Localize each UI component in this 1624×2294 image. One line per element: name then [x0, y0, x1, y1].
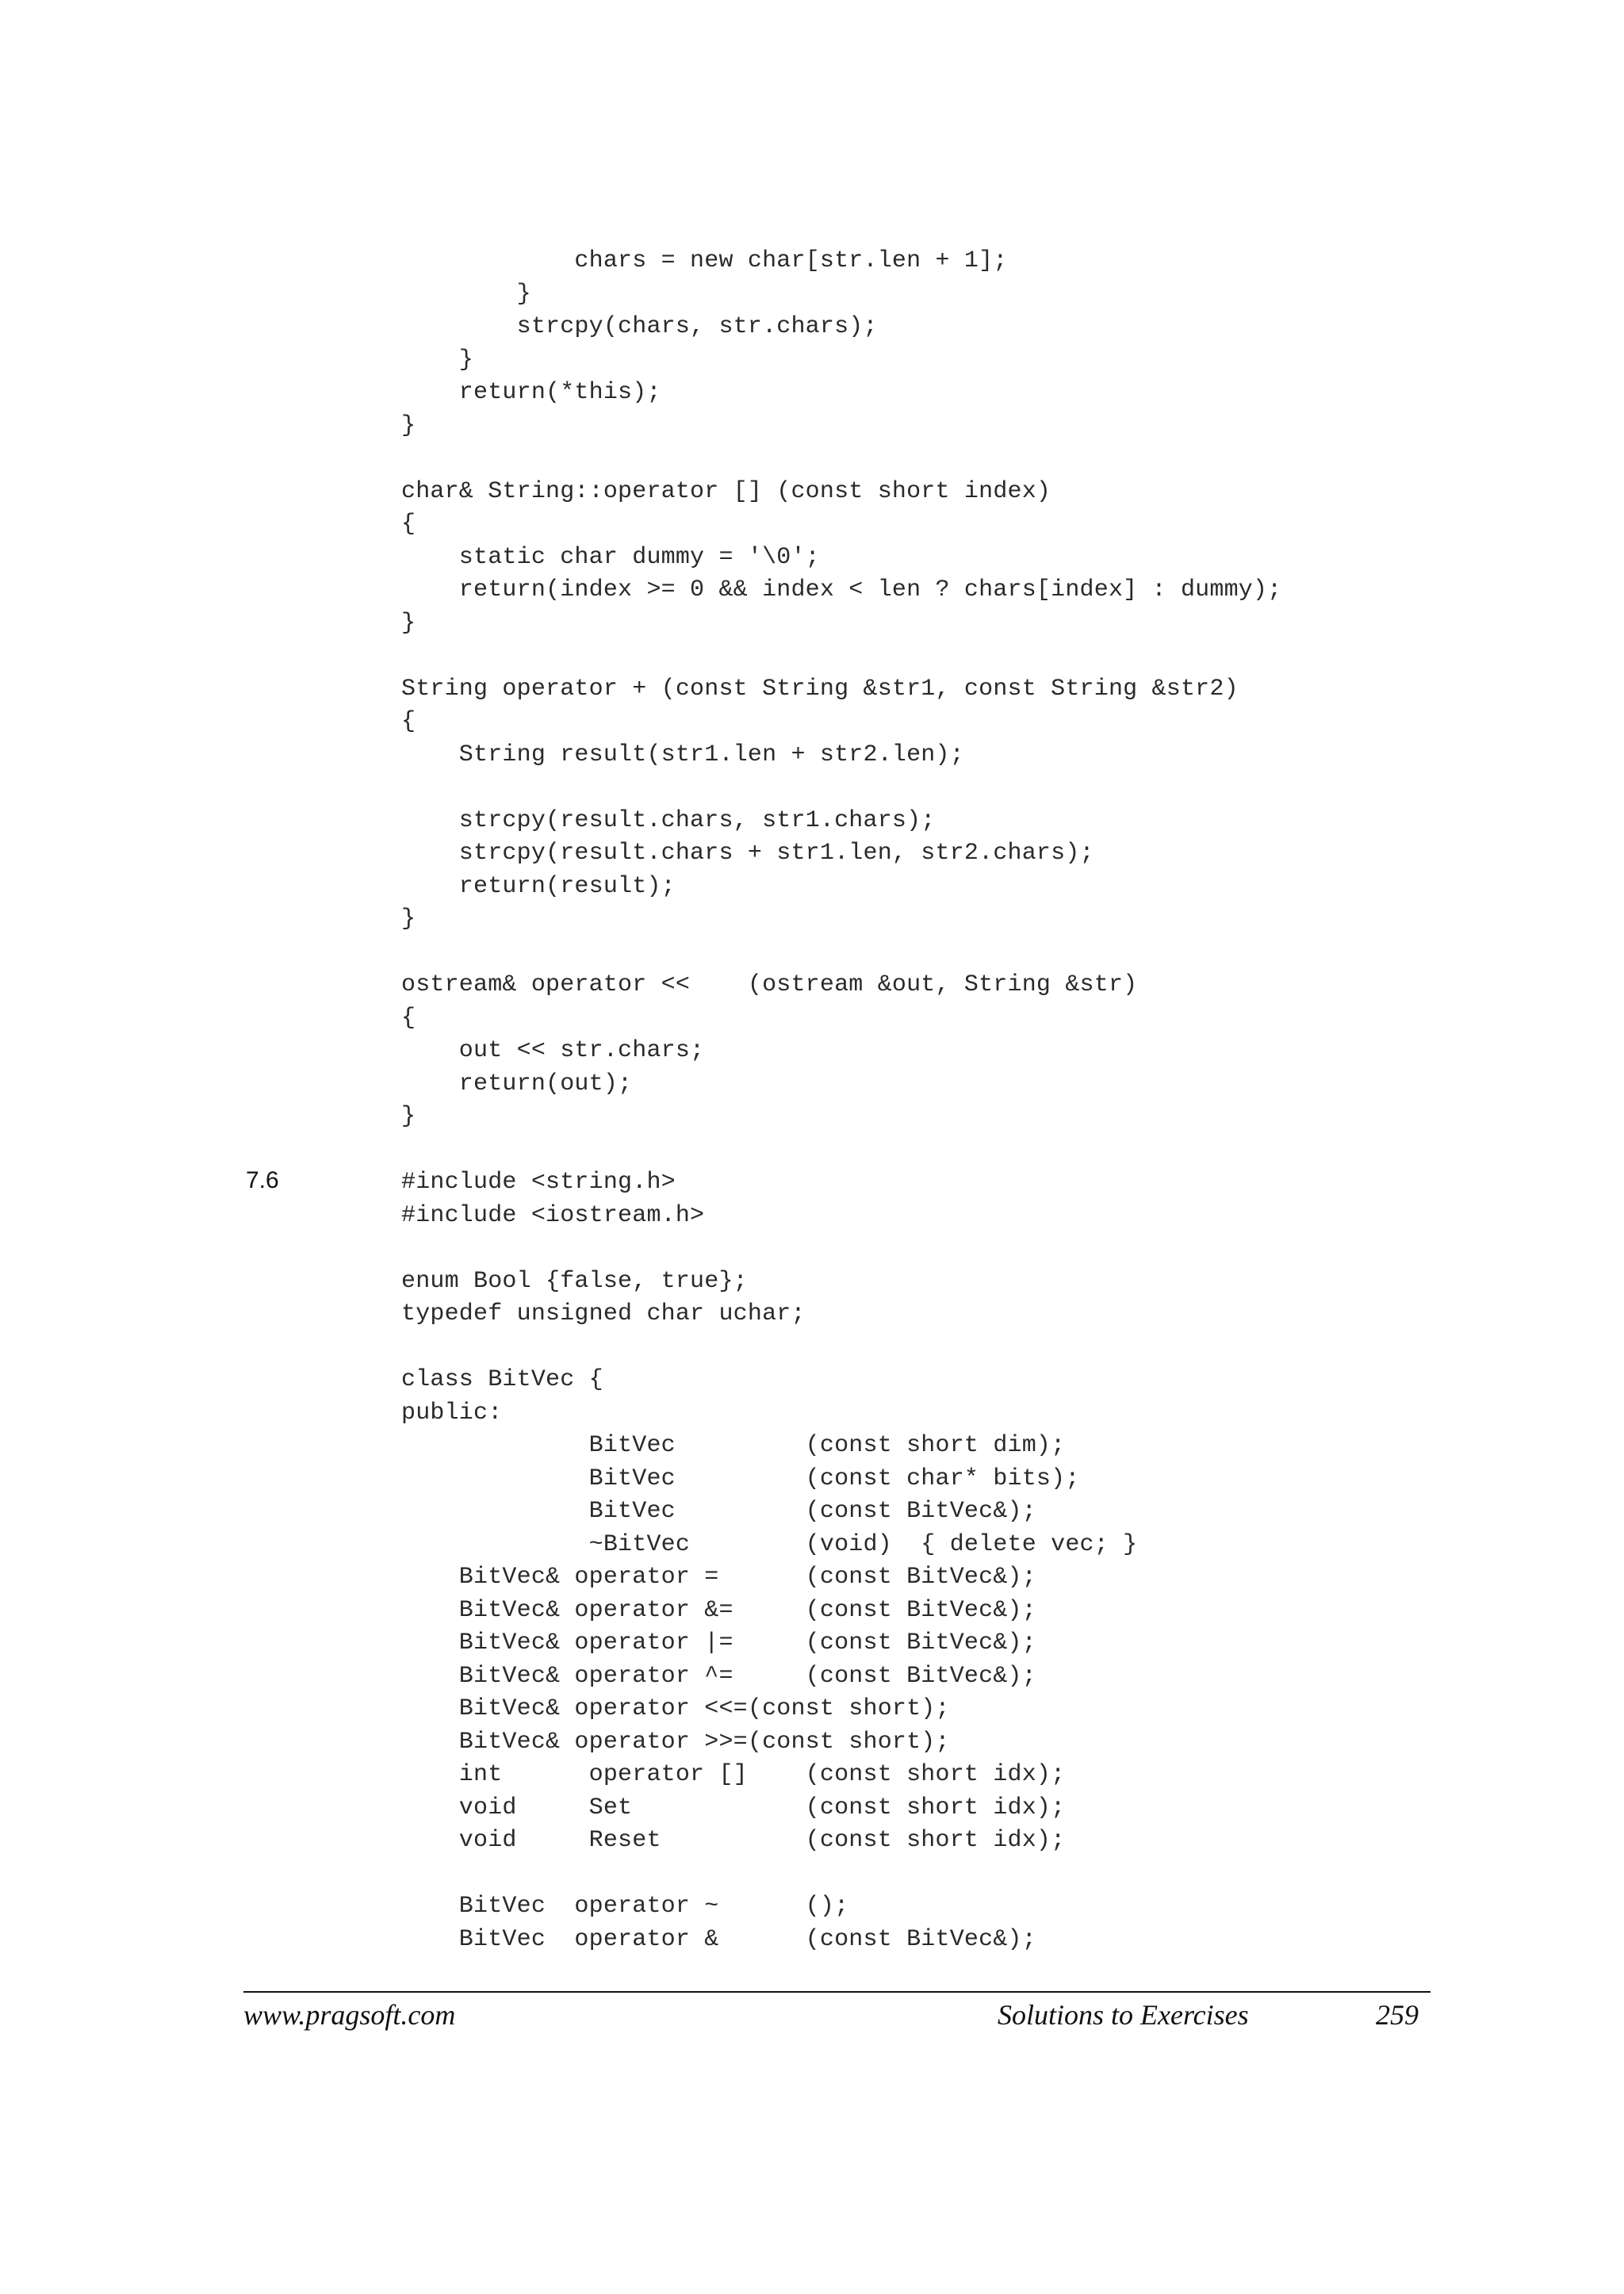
code-line: return(out);	[401, 1070, 633, 1097]
code-line: return(index >= 0 && index < len ? chars[index] : dummy);	[401, 576, 1282, 603]
code-line: char& String::operator [] (const short index)	[401, 477, 1051, 505]
code-line	[401, 1858, 1281, 1891]
code-line: {	[401, 511, 416, 538]
code-line: void Set (const short idx);	[401, 1794, 1066, 1821]
code-line: strcpy(result.chars, str1.chars);	[401, 806, 936, 834]
code-line: String result(str1.len + str2.len);	[401, 741, 964, 768]
code-line: #include <iostream.h>	[401, 1201, 705, 1229]
footer-website: www.pragsoft.com	[243, 1999, 456, 2031]
code-line: }	[401, 906, 416, 933]
code-line: BitVec (const char* bits);	[401, 1465, 1080, 1492]
code-line: {	[401, 1004, 416, 1032]
code-line: String operator + (const String &str1, const String &str2)	[401, 675, 1239, 703]
code-line	[401, 772, 1281, 805]
page-number: 259	[1376, 1999, 1419, 2031]
code-line: void Reset (const short idx);	[401, 1827, 1066, 1854]
code-line: BitVec operator ~ ();	[401, 1893, 849, 1920]
code-line: strcpy(chars, str.chars);	[401, 313, 878, 340]
code-line: out << str.chars;	[401, 1037, 705, 1064]
code-line: int operator [] (const short idx);	[401, 1761, 1066, 1788]
code-line: }	[401, 1103, 416, 1130]
code-line: return(*this);	[401, 379, 661, 406]
exercise-number: 7.6	[246, 1167, 279, 1193]
code-line: typedef unsigned char uchar;	[401, 1300, 806, 1327]
code-line: strcpy(result.chars + str1.len, str2.chars);	[401, 840, 1094, 867]
code-line: class BitVec {	[401, 1366, 603, 1393]
code-line: BitVec& operator |= (const BitVec&);	[401, 1630, 1036, 1656]
code-line: enum Bool {false, true};	[401, 1267, 748, 1295]
code-line	[401, 1134, 1281, 1167]
code-line: }	[401, 280, 531, 308]
code-line: BitVec& operator ^= (const BitVec&);	[401, 1662, 1036, 1690]
code-line: }	[401, 412, 416, 439]
code-listing	[401, 245, 1281, 1956]
code-line: BitVec& operator >>=(const short);	[401, 1728, 950, 1756]
code-line: BitVec& operator = (const BitVec&);	[401, 1564, 1036, 1591]
code-line: #include <string.h>	[401, 1169, 676, 1196]
code-line: return(result);	[401, 872, 676, 900]
code-line: BitVec& operator &= (const BitVec&);	[401, 1596, 1036, 1624]
code-line: }	[401, 346, 474, 373]
code-line: ~BitVec (void) { delete vec; }	[401, 1530, 1138, 1558]
footer-rule	[243, 1991, 1431, 1993]
code-line: BitVec& operator <<=(const short);	[401, 1695, 950, 1722]
code-line: {	[401, 708, 416, 735]
code-line	[401, 640, 1281, 673]
code-line: chars = new char[str.len + 1];	[401, 247, 1008, 274]
code-line	[401, 1331, 1281, 1365]
code-line	[401, 936, 1281, 970]
code-line: public:	[401, 1399, 503, 1427]
code-line: BitVec (const BitVec&);	[401, 1498, 1036, 1525]
code-line	[401, 1232, 1281, 1266]
code-line: BitVec (const short dim);	[401, 1432, 1066, 1459]
code-line: BitVec operator & (const BitVec&);	[401, 1925, 1036, 1953]
code-line	[401, 442, 1281, 476]
code-line: static char dummy = '\0';	[401, 543, 820, 571]
code-line: }	[401, 609, 416, 637]
footer-section-title: Solutions to Exercises	[998, 1999, 1249, 2031]
code-line: ostream& operator << (ostream &out, String &str)	[401, 971, 1138, 998]
